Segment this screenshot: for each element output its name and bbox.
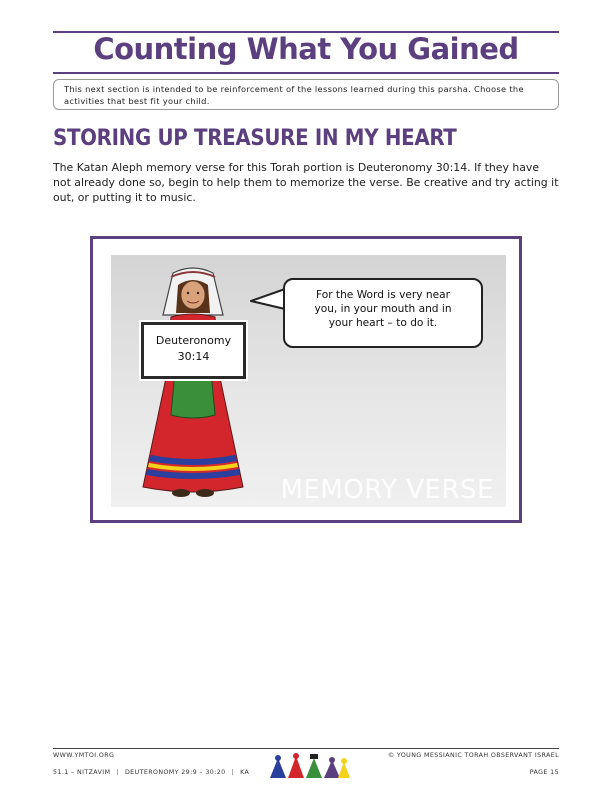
footer-separator: | [116, 769, 119, 776]
footer-lesson-info [53, 769, 249, 776]
sign-line-book: Deuteronomy [155, 334, 232, 347]
page-title: Counting What You Gained [93, 32, 519, 66]
footer-separator: | [231, 769, 235, 776]
footer-rule [53, 748, 559, 749]
footer-level: KA [240, 769, 250, 776]
footer-copyright: © YOUNG MESSIANIC TORAH OBSERVANT ISRAEL [387, 752, 559, 759]
section-heading: STORING UP TREASURE IN MY HEART [53, 126, 457, 151]
intro-box: This next section is intended to be reinforcement of the lessons learned during this parsha. Choose the activities that best fit your child. [53, 79, 559, 110]
memory-verse-watermark: MEMORY VERSE [280, 475, 494, 505]
footer-website[interactable]: WWW.YMTOI.ORG [53, 752, 115, 759]
speech-bubble: For the Word is very near you, in your mouth and in your heart – to do it. [283, 278, 483, 348]
memory-verse-frame [90, 236, 522, 523]
footer-page-number: PAGE 15 [529, 769, 559, 776]
verse-reference-sign [141, 322, 246, 379]
footer-passage: DEUTERONOMY 29:9 – 30:20 [124, 769, 226, 776]
sign-line-reference: 30:14 [177, 350, 210, 363]
ymtoi-logo-icon [268, 752, 350, 780]
footer-lesson: 51.1 – NITZAVIM [53, 769, 111, 776]
section-body: The Katan Aleph memory verse for this Torah portion is Deuteronomy 30:14. If they have not already done so, begin to help them to memorize the verse. Be creative and try acting it out, or putting it to music. [53, 161, 559, 204]
title-bottom-rule [53, 72, 559, 74]
memory-verse-illustration [111, 255, 506, 507]
